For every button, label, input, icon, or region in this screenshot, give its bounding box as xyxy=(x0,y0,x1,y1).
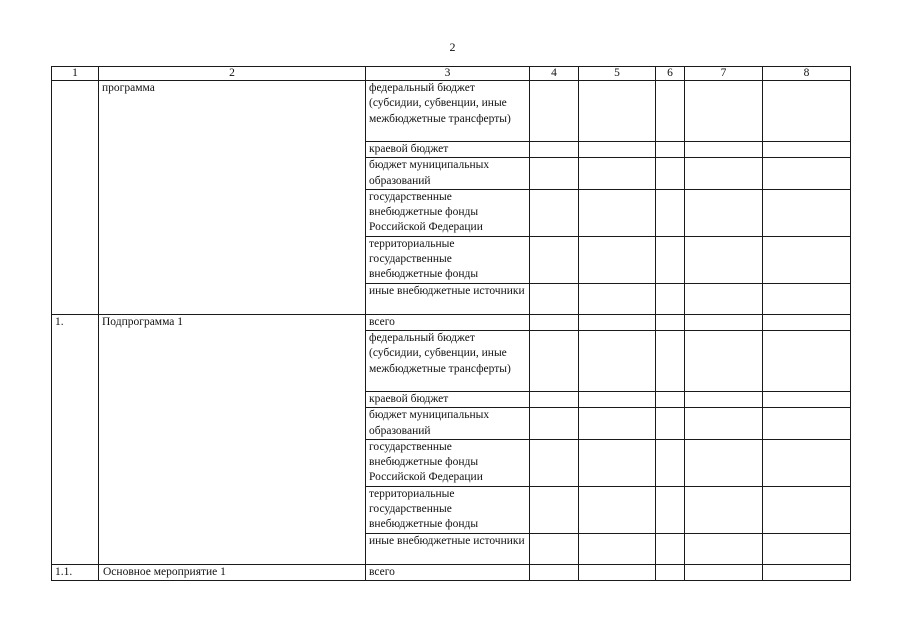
value-cell xyxy=(763,81,851,142)
value-cell xyxy=(685,189,763,236)
table-row xyxy=(52,81,851,142)
value-cell xyxy=(685,314,763,330)
header-cell-6: 6 xyxy=(656,67,685,81)
value-cell xyxy=(530,408,579,440)
value-cell xyxy=(763,533,851,564)
value-cell xyxy=(685,408,763,440)
source-cell: краевой бюджет xyxy=(366,391,530,407)
value-cell xyxy=(579,283,656,314)
value-cell xyxy=(530,564,579,580)
row-name: программа xyxy=(99,81,366,315)
value-cell xyxy=(656,533,685,564)
source-cell: государственные внебюджетные фонды Российской Федерации xyxy=(366,439,530,486)
value-cell xyxy=(579,142,656,158)
value-cell xyxy=(656,486,685,533)
value-cell xyxy=(685,439,763,486)
value-cell xyxy=(685,158,763,190)
value-cell xyxy=(763,158,851,190)
value-cell xyxy=(763,236,851,283)
value-cell xyxy=(530,158,579,190)
value-cell xyxy=(763,408,851,440)
value-cell xyxy=(656,408,685,440)
value-cell xyxy=(579,314,656,330)
value-cell xyxy=(685,533,763,564)
value-cell xyxy=(685,564,763,580)
value-cell xyxy=(530,330,579,391)
budget-table xyxy=(51,66,851,581)
source-cell: бюджет муниципальных образований xyxy=(366,158,530,190)
value-cell xyxy=(656,81,685,142)
value-cell xyxy=(579,486,656,533)
source-cell: иные внебюджетные источники xyxy=(366,283,530,314)
value-cell xyxy=(763,283,851,314)
value-cell xyxy=(530,533,579,564)
value-cell xyxy=(656,236,685,283)
header-cell-3: 3 xyxy=(366,67,530,81)
value-cell xyxy=(763,564,851,580)
value-cell xyxy=(579,408,656,440)
value-cell xyxy=(579,533,656,564)
value-cell xyxy=(530,486,579,533)
row-number: 1. xyxy=(52,314,99,564)
source-cell: бюджет муниципальных образований xyxy=(366,408,530,440)
value-cell xyxy=(530,189,579,236)
value-cell xyxy=(685,330,763,391)
value-cell xyxy=(656,330,685,391)
value-cell xyxy=(763,391,851,407)
value-cell xyxy=(685,283,763,314)
row-number xyxy=(52,81,99,315)
source-cell: иные внебюджетные источники xyxy=(366,533,530,564)
value-cell xyxy=(763,189,851,236)
value-cell xyxy=(656,158,685,190)
value-cell xyxy=(530,391,579,407)
value-cell xyxy=(579,236,656,283)
value-cell xyxy=(530,314,579,330)
source-cell: всего xyxy=(366,564,530,580)
value-cell xyxy=(656,314,685,330)
value-cell xyxy=(579,81,656,142)
value-cell xyxy=(656,439,685,486)
header-cell-8: 8 xyxy=(763,67,851,81)
value-cell xyxy=(656,189,685,236)
value-cell xyxy=(579,564,656,580)
value-cell xyxy=(579,158,656,190)
page-number: 2 xyxy=(449,40,456,54)
value-cell xyxy=(656,142,685,158)
header-cell-5: 5 xyxy=(579,67,656,81)
value-cell xyxy=(579,391,656,407)
source-cell: территориальные государственные внебюджетные фонды xyxy=(366,236,530,283)
value-cell xyxy=(530,81,579,142)
source-cell: краевой бюджет xyxy=(366,142,530,158)
table-row xyxy=(52,314,851,330)
value-cell xyxy=(685,391,763,407)
source-cell: государственные внебюджетные фонды Российской Федерации xyxy=(366,189,530,236)
value-cell xyxy=(656,391,685,407)
value-cell xyxy=(763,486,851,533)
value-cell xyxy=(530,283,579,314)
value-cell xyxy=(685,142,763,158)
row-name: Подпрограмма 1 xyxy=(99,314,366,564)
table-row xyxy=(52,564,851,580)
source-cell: территориальные государственные внебюджетные фонды xyxy=(366,486,530,533)
header-cell-2: 2 xyxy=(99,67,366,81)
value-cell xyxy=(685,81,763,142)
value-cell xyxy=(763,142,851,158)
header-cell-1: 1 xyxy=(52,67,99,81)
source-cell: федеральный бюджет (субсидии, субвенции, иные межбюджетные трансферты) xyxy=(366,330,530,391)
value-cell xyxy=(579,330,656,391)
value-cell xyxy=(763,314,851,330)
row-name: Основное мероприятие 1 xyxy=(99,564,366,580)
value-cell xyxy=(685,486,763,533)
row-number: 1.1. xyxy=(52,564,99,580)
value-cell xyxy=(530,439,579,486)
source-cell: всего xyxy=(366,314,530,330)
value-cell xyxy=(656,283,685,314)
value-cell xyxy=(763,330,851,391)
value-cell xyxy=(763,439,851,486)
value-cell xyxy=(685,236,763,283)
value-cell xyxy=(579,439,656,486)
value-cell xyxy=(530,142,579,158)
value-cell xyxy=(656,564,685,580)
header-cell-4: 4 xyxy=(530,67,579,81)
value-cell xyxy=(579,189,656,236)
source-cell: федеральный бюджет (субсидии, субвенции, иные межбюджетные трансферты) xyxy=(366,81,530,142)
header-cell-7: 7 xyxy=(685,67,763,81)
header-row xyxy=(52,67,851,81)
value-cell xyxy=(530,236,579,283)
